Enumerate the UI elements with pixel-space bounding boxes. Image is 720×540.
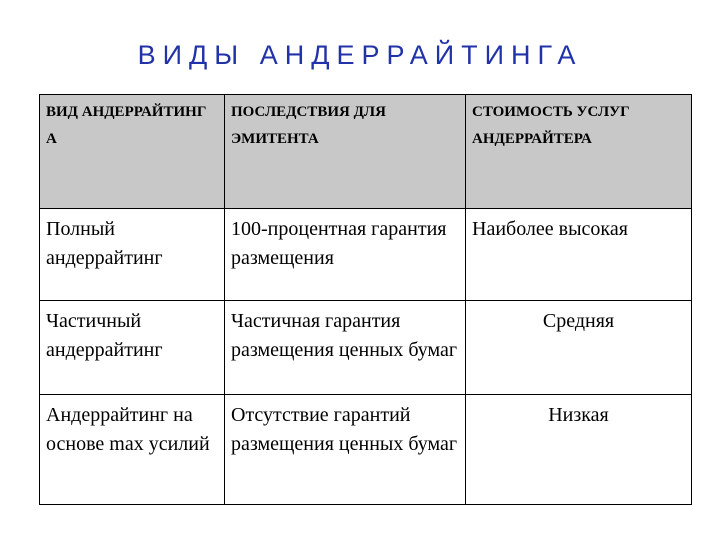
header-type: ВИД АНДЕРРАЙТИНГ А [40, 95, 225, 209]
header-consequences: ПОСЛЕДСТВИЯ ДЛЯ ЭМИТЕНТА [225, 95, 466, 209]
table-row [40, 301, 692, 395]
cell-consequences: Частичная гарантия размещения ценных бумаг [225, 301, 466, 395]
slide-title: ВИДЫ АНДЕРРАЙТИНГА [137, 40, 583, 70]
header-cost: СТОИМОСТЬ УСЛУГ АНДЕРРАЙТЕРА [466, 95, 692, 209]
table-row [40, 395, 692, 505]
cell-cost: Наиболее высокая [466, 209, 692, 301]
cell-type: Полный андеррайтинг [40, 209, 225, 301]
underwriting-table [39, 94, 692, 505]
cell-cost: Средняя [466, 301, 692, 395]
cell-consequences: 100-процентная гарантия размещения [225, 209, 466, 301]
cell-type: Частичный андеррайтинг [40, 301, 225, 395]
cell-type: Андеррайтинг на основе max усилий [40, 395, 225, 505]
cell-consequences: Отсутствие гарантий размещения ценных бумаг [225, 395, 466, 505]
cell-cost: Низкая [466, 395, 692, 505]
table-row [40, 209, 692, 301]
table-header-row [40, 95, 692, 209]
